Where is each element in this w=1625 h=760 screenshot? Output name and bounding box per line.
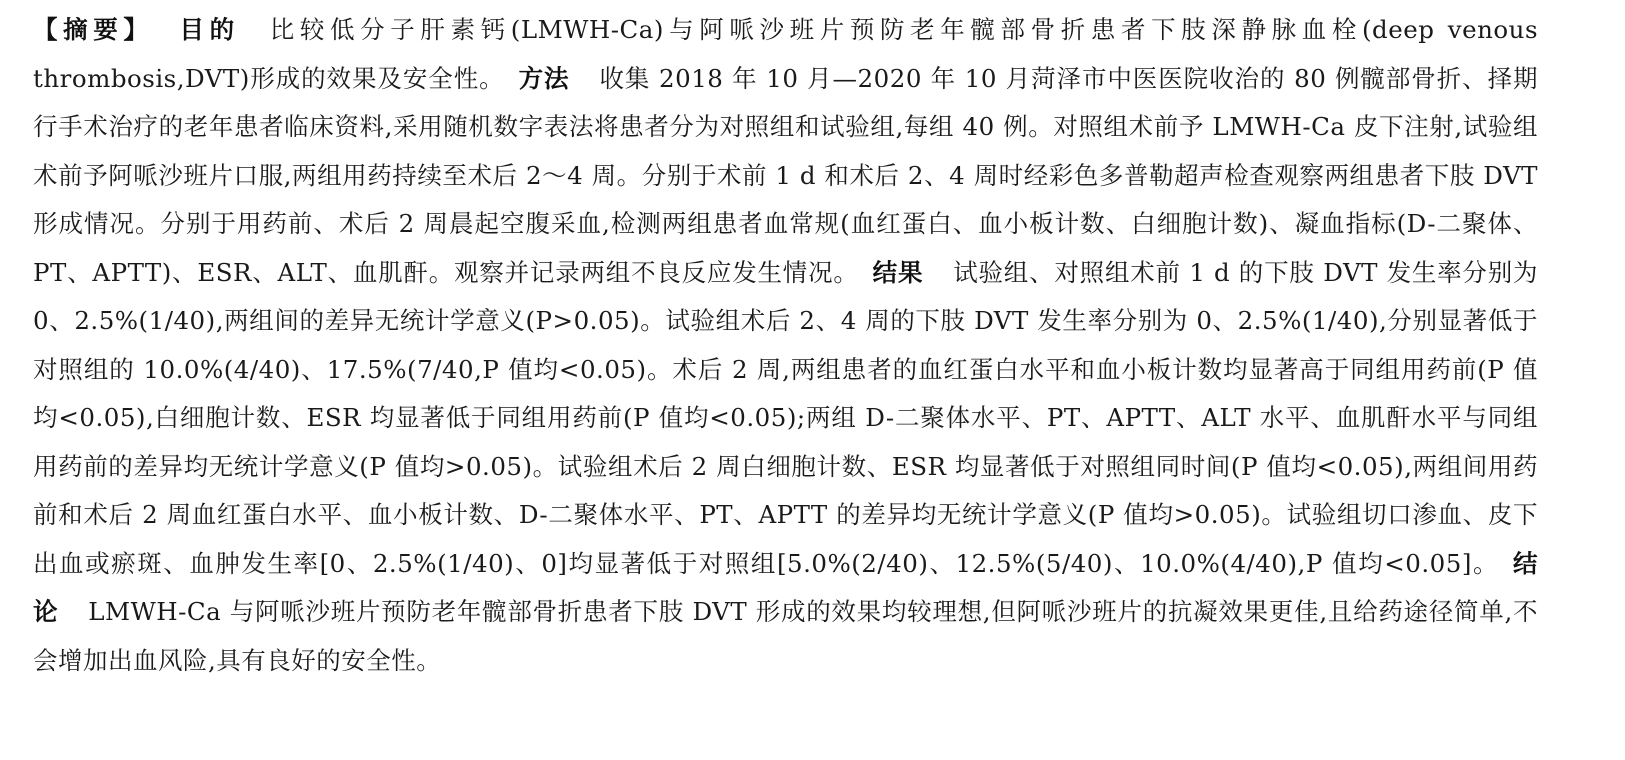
- conclusion-text: LMWH-Ca 与阿哌沙班片预防老年髋部骨折患者下肢 DVT 形成的效果均较理想,但阿哌沙班片的抗凝效果更佳,且给药途径简单,不会增加出血风险,具有良好的安全性。: [33, 597, 1538, 675]
- results-text: 试验组、对照组术前 1 d 的下肢 DVT 发生率分别为 0、2.5%(1/40),两组间的差异无统计学意义(P>0.05)。试验组术后 2、4 周的下肢 DVT 发生率分别为 0、2.5%(1/40),分别显著低于对照组的 10.0%(4/40)、17.5%(7/40,P 值均<0.05)。术后 2 周,两组患者的血红蛋白水平和血小板计数均显著高于同组用药前(P 值均<0.05),白细胞计数、ESR 均显著低于同组用药前(P 值均<0.05);两组 D-二聚体水平、PT、APTT、ALT 水平、血肌酐水平与同组用药前的差异均无统计学意义(P 值均>0.05)。试验组术后 2 周白细胞计数、ESR 均显著低于对照组同时间(P 值均<0.05),两组间用药前和术后 2 周血红蛋白水平、血小板计数、D-二聚体水平、PT、APTT 的差异均无统计学意义(P 值均>0.05)。试验组切口渗血、皮下出血或瘀斑、血肿发生率[0、2.5%(1/40)、0]均显著低于对照组[5.0%(2/40)、12.5%(5/40)、10.0%(4/40),P 值均<0.05]。: [33, 257, 1538, 578]
- abstract-label: 【摘要】: [33, 15, 154, 44]
- methods-label: 方法: [518, 63, 570, 93]
- methods-text: 收集 2018 年 10 月—2020 年 10 月菏泽市中医医院收治的 80 例髋部骨折、择期行手术治疗的老年患者临床资料,采用随机数字表法将患者分为对照组和试验组,每组 40 例。对照组术前予 LMWH-Ca 皮下注射,试验组术前予阿哌沙班片口服,两组用药持续至术后 2～4 周。分别于术前 1 d 和术后 2、4 周时经彩色多普勒超声检查观察两组患者下肢 DVT 形成情况。分别于用药前、术后 2 周晨起空腹采血,检测两组患者血常规(血红蛋白、血小板计数、白细胞计数)、凝血指标(D-二聚体、PT、APTT)、ESR、ALT、血肌酐。观察并记录两组不良反应发生情况。: [33, 63, 1539, 287]
- conclusion-label: 结论: [33, 548, 1538, 626]
- objective-label: 目的: [179, 15, 240, 44]
- results-label: 结果: [872, 257, 924, 287]
- abstract-paragraph: [33, 6, 1538, 685]
- objective-text: 比较低分子肝素钙(LMWH-Ca)与阿哌沙班片预防老年髋部骨折患者下肢深静脉血栓(deep venous thrombosis,DVT)形成的效果及安全性。: [33, 15, 1539, 93]
